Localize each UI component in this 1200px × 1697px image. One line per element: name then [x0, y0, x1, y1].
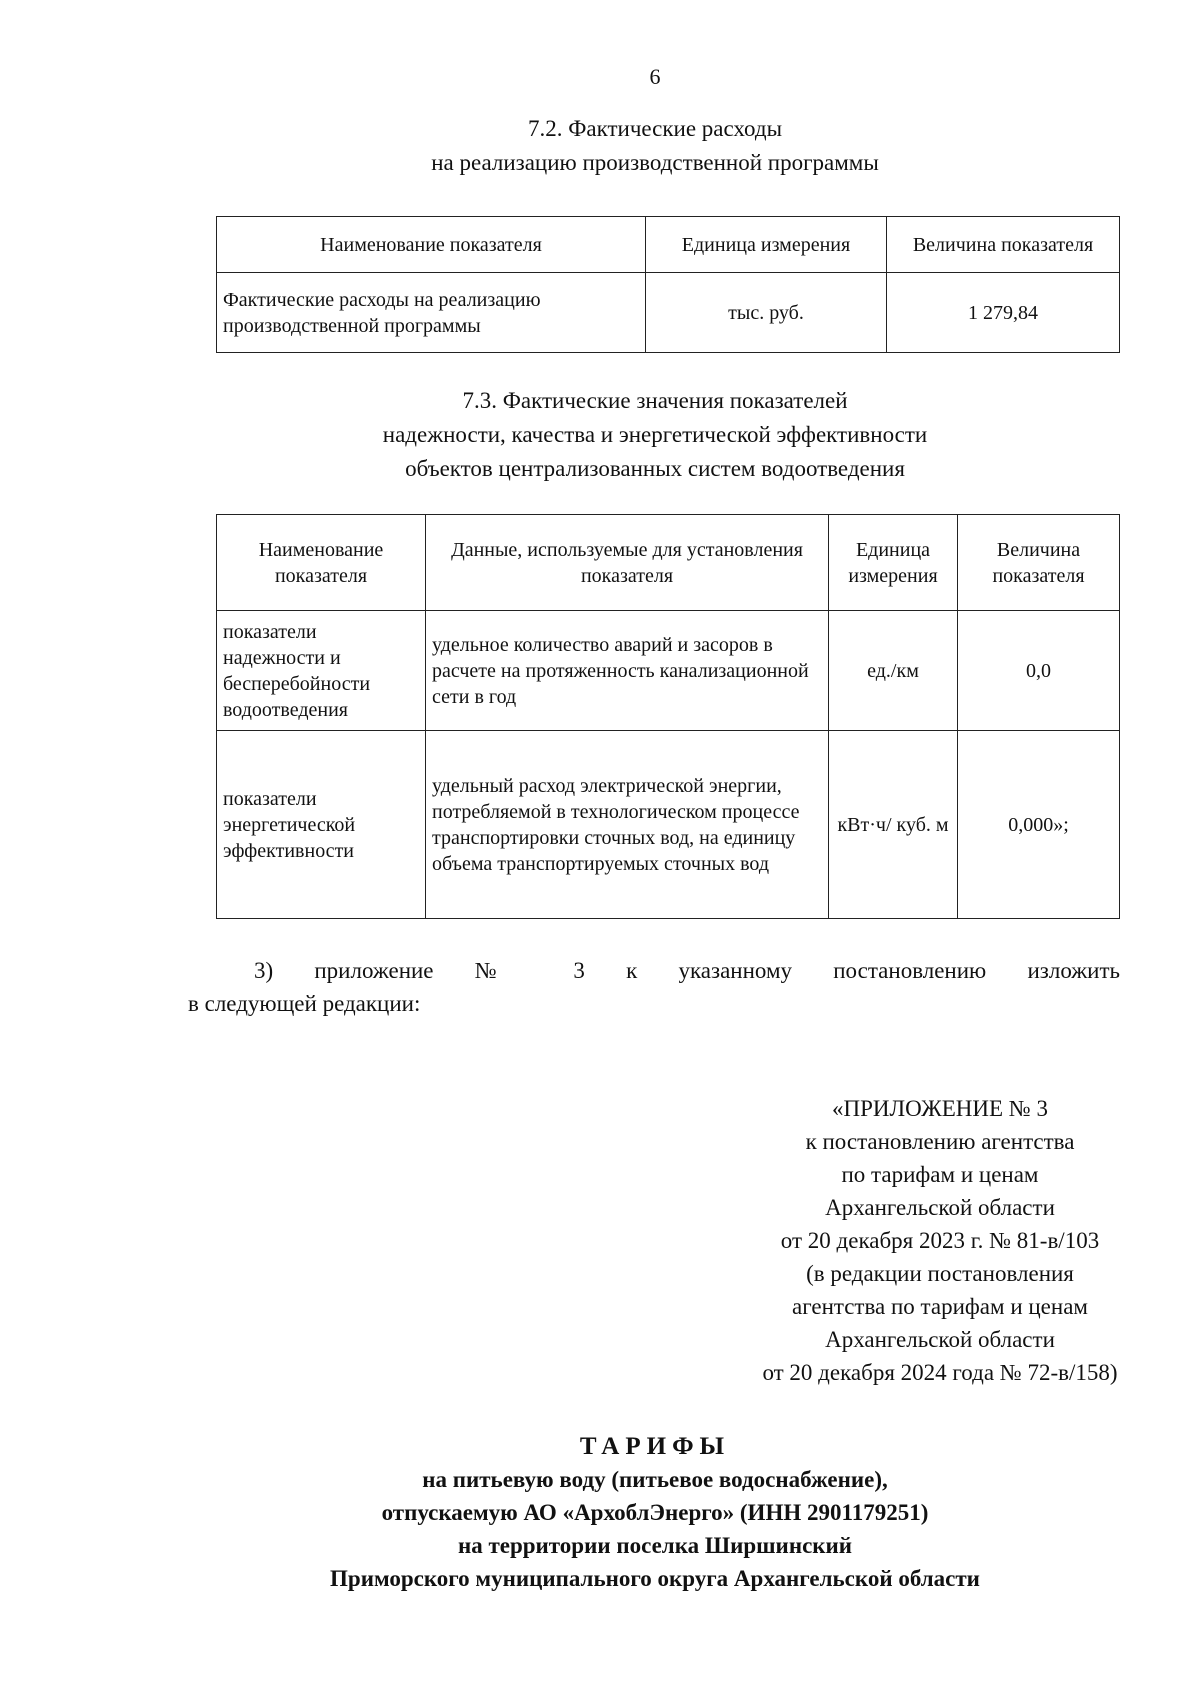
title-line: Приморского муниципального округа Архангельской области	[330, 1566, 980, 1591]
title-main: ТАРИФЫ	[579, 1433, 731, 1460]
table-header-cell: Данные, используемые для установления показателя	[426, 515, 829, 611]
appendix-header	[680, 1092, 1200, 1389]
appendix-line: «ПРИЛОЖЕНИЕ № 3	[831, 1096, 1049, 1121]
appendix-line: агентства по тарифам и ценам	[792, 1294, 1088, 1319]
table-cell: Фактические расходы на реализацию производственной программы	[217, 273, 646, 353]
section-72-heading-line: на реализацию производственной программы	[431, 150, 879, 175]
title-line: на территории поселка Ширшинский	[457, 1533, 853, 1558]
table-header-cell: Единица измерения	[646, 217, 887, 273]
paragraph-line: в следующей редакции:	[188, 991, 421, 1016]
table-header-cell: Величина показателя	[887, 217, 1120, 273]
table-cell: 1 279,84	[887, 273, 1120, 353]
appendix-line: к постановлению агентства	[805, 1129, 1075, 1154]
table-header-cell: Величина показателя	[958, 515, 1120, 611]
expenses-table	[216, 216, 1120, 353]
title-line: на питьевую воду (питьевое водоснабжение),	[422, 1467, 888, 1492]
table-header-cell: Наименование показателя	[217, 515, 426, 611]
section-72-heading-line: 7.2. Фактические расходы	[527, 116, 783, 141]
appendix-line: по тарифам и ценам	[841, 1162, 1039, 1187]
table-cell: 0,000»;	[958, 731, 1120, 919]
appendix-line: от 20 декабря 2024 года № 72-в/158)	[762, 1360, 1118, 1385]
paragraph-line: 3) приложение № 3 к указанному постановлению изложить	[254, 958, 1120, 983]
section-73-heading	[0, 384, 1200, 486]
section-73-heading-line: 7.3. Фактические значения показателей	[462, 388, 848, 413]
table-cell: удельный расход электрической энергии, потребляемой в технологическом процессе транспортировки сточных вод, на единицу объема транспортируемых сточных вод	[426, 731, 829, 919]
tariffs-title	[0, 1430, 1200, 1595]
table-header-cell: Наименование показателя	[217, 217, 646, 273]
table-cell: 0,0	[958, 611, 1120, 731]
section-73-heading-line: объектов централизованных систем водоотведения	[405, 456, 905, 481]
appendix-line: (в редакции постановления	[806, 1261, 1074, 1286]
page-number: 6	[649, 64, 661, 89]
appendix-line: от 20 декабря 2023 г. № 81-в/103	[780, 1228, 1100, 1253]
table-cell: показатели энергетической эффективности	[217, 731, 426, 919]
appendix-line: Архангельской области	[825, 1195, 1055, 1220]
amendment-paragraph	[188, 954, 1120, 1020]
table-cell: тыс. руб.	[646, 273, 887, 353]
table-cell: удельное количество аварий и засоров в расчете на протяженность канализационной сети в год	[426, 611, 829, 731]
section-73-heading-line: надежности, качества и энергетической эффективности	[382, 422, 928, 447]
table-cell: ед./км	[829, 611, 958, 731]
table-header-cell: Единица измерения	[829, 515, 958, 611]
table-cell: показатели надежности и бесперебойности водоотведения	[217, 611, 426, 731]
table-cell: кВт·ч/ куб. м	[829, 731, 958, 919]
appendix-line: Архангельской области	[825, 1327, 1055, 1352]
title-line: отпускаемую АО «АрхоблЭнерго» (ИНН 2901179251)	[381, 1500, 929, 1525]
indicators-table	[216, 514, 1120, 919]
section-72-heading	[0, 112, 1200, 180]
